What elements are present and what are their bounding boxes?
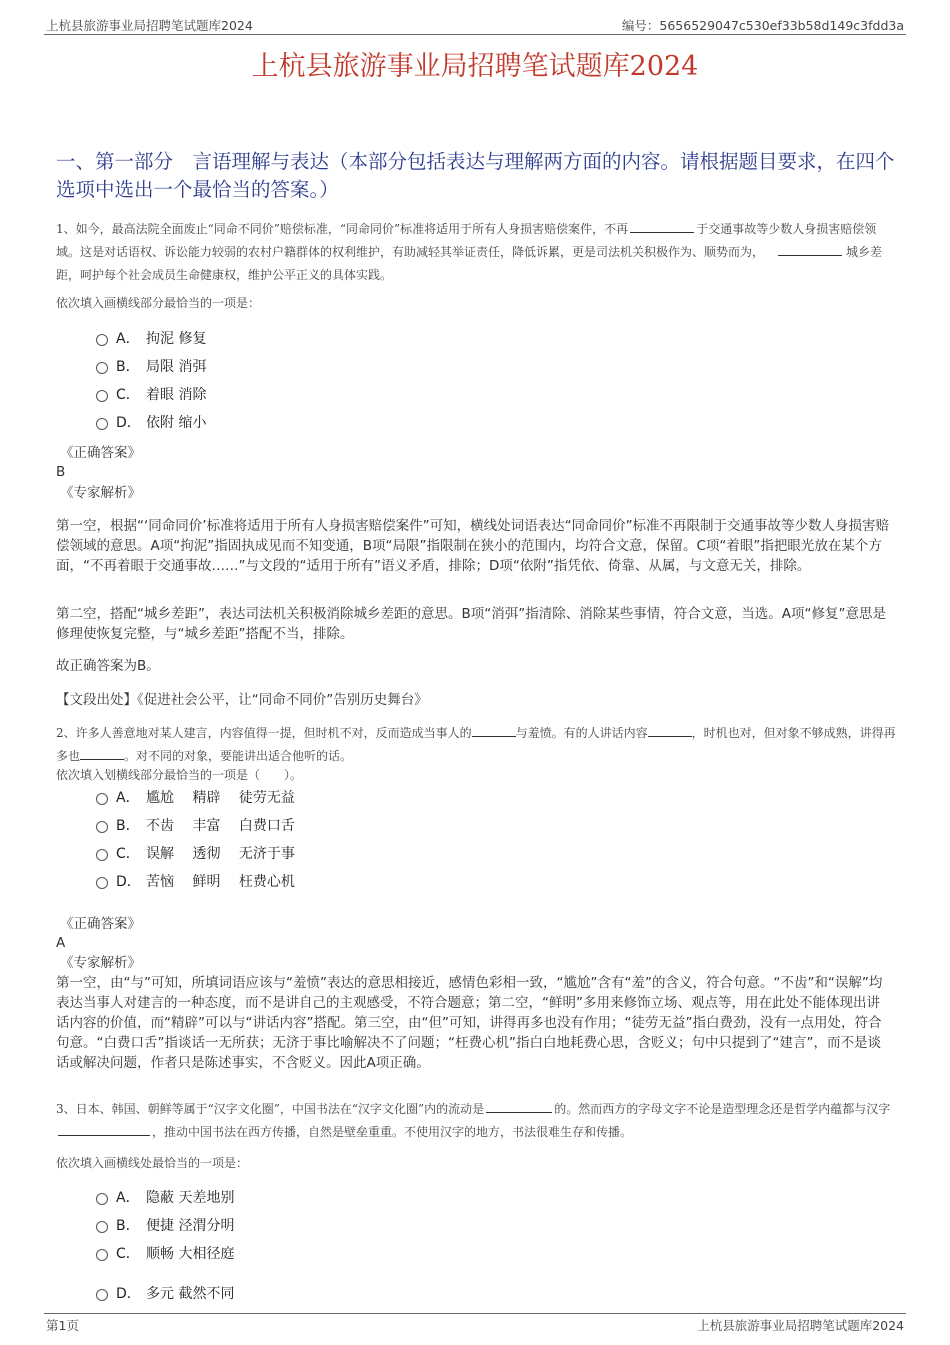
option-letter: C． xyxy=(116,387,140,403)
radio-button[interactable] xyxy=(96,849,108,861)
option-text: 便捷 泾渭分明 xyxy=(146,1218,235,1234)
q1-source: 【文段出处】《促进社会公平，让“同命不同价”告别历史舞台》 xyxy=(56,692,428,708)
option-letter: D． xyxy=(116,1286,141,1302)
q3-option-d[interactable] xyxy=(96,1284,234,1304)
blank xyxy=(58,1122,150,1136)
blank xyxy=(486,1099,552,1113)
option-letter: A． xyxy=(116,790,140,806)
q2-analysis: 第一空，由“与”可知，所填词语应该与“羞愤”表达的意思相接近，感情色彩相一致，“尴尬”含有“羞”的含义，符合句意。“不齿”和“误解”均表达当事人对建言的一种态度，而不是讲自己的主观感受，不符合题意；第二空，“鲜明”多用来修饰立场、观点等，用在此处不能体现出讲话内容的价值，而“精辟”可以与“讲话内容”搭配。第三空，由“但”可知，讲得再多也没有作用；“徒劳无益”指白费劲，没有一点用处，符合句意。“白费口舌”指谈话一无所获；无济于事比喻解决不了问题；“枉费心机”指白白地耗费心思，含贬义；句中只提到了“建言”，而不是谈话或解决问题，作者只是陈述事实，不含贬义。因此A项正确。 xyxy=(56,975,883,1071)
blank xyxy=(778,242,842,256)
q2-option-a[interactable] xyxy=(96,788,295,808)
q1-option-b[interactable] xyxy=(96,357,206,377)
radio-button[interactable] xyxy=(96,1249,108,1261)
radio-button[interactable] xyxy=(96,1221,108,1233)
page-number: 第1页 xyxy=(46,1318,79,1333)
q3-stem-part-a: 3、日本、韩国、朝鲜等属于“汉字文化圈”，中国书法在“汉字文化圈”内的流动是 xyxy=(56,1102,485,1116)
option-letter: D． xyxy=(116,415,141,431)
q1-analysis-paragraph-3: 故正确答案为B。 xyxy=(56,658,160,674)
radio-button[interactable] xyxy=(96,334,108,346)
page-title: 上杭县旅游事业局招聘笔试题库2024 xyxy=(251,51,699,82)
page-footer xyxy=(44,1313,906,1334)
q1-stem-part-a: 1、如今，最高法院全面废止“同命不同价”赔偿标准，“同命同价”标准将适用于所有人身损害赔偿案件，不再 xyxy=(56,222,629,236)
header-doc-id: 编号：5656529047c530ef33b58d149c3fdd3a xyxy=(621,18,904,33)
radio-button[interactable] xyxy=(96,418,108,430)
q2-stem-part-d: 。对不同的对象，要能讲出适合他听的话。 xyxy=(124,749,353,763)
q1-analysis-paragraph-1: 第一空，根据“‘同命同价’标准将适用于所有人身损害赔偿案件”可知，横线处词语表达“同命同价”标准不再限制于交通事故等少数人身损害赔偿领域的意思。A项“拘泥”指固执成见而不知变通，B项“局限”指限制在狭小的范围内，均符合文意，保留。C项“着眼”指把眼光放在某个方面，“不再着眼于交通事故……”与文段的“适用于所有”语义矛盾，排除；D项“依附”指凭依、倚靠、从属，与文意无关，排除。 xyxy=(56,518,890,574)
question-2-prompt: 依次填入划横线部分最恰当的一项是（ ）。 xyxy=(56,768,303,782)
q2-stem-part-a: 2、许多人善意地对某人建言，内容值得一提，但时机不对，反而造成当事人的 xyxy=(56,726,472,740)
q3-stem-part-b: 的。然而西方的字母文字不论是造型理念还是哲学内蕴都与汉字 xyxy=(554,1102,891,1116)
page-header xyxy=(44,14,906,35)
q2-stem-part-c: ，时机也对，但对象不够成熟，讲得再多也 xyxy=(56,726,896,763)
option-letter: C． xyxy=(116,1246,140,1262)
option-letter: C． xyxy=(116,846,140,862)
question-1-stem xyxy=(56,218,896,287)
q3-option-b[interactable] xyxy=(96,1216,234,1236)
option-letter: B． xyxy=(116,359,140,375)
option-text: 不齿 丰富 白费口舌 xyxy=(146,818,295,834)
q1-analysis-label: 《专家解析》 xyxy=(60,485,141,501)
q1-analysis-paragraph-2: 第二空，搭配“城乡差距”，表达司法机关积极消除城乡差距的意思。B项“消弭”指清除、消除某些事情，符合文意，当选。A项“修复”意思是修理使恢复完整，与“城乡差距”搭配不当，排除。 xyxy=(56,606,886,642)
footer-doc-title: 上杭县旅游事业局招聘笔试题库2024 xyxy=(697,1318,904,1333)
q2-answer: A xyxy=(56,935,66,951)
section-heading: 一、第一部分 言语理解与表达（本部分包括表达与理解两方面的内容。请根据题目要求，在四个选项中选出一个最恰当的答案。） xyxy=(56,150,895,201)
option-text: 局限 消弭 xyxy=(146,359,207,375)
radio-button[interactable] xyxy=(96,821,108,833)
option-text: 着眼 消除 xyxy=(146,387,207,403)
blank xyxy=(648,723,692,737)
option-letter: B． xyxy=(116,1218,140,1234)
q2-stem-part-b: 与羞愤。有的人讲话内容 xyxy=(515,726,648,740)
question-3-prompt: 依次填入画横线处最恰当的一项是： xyxy=(56,1156,249,1170)
blank xyxy=(630,219,694,233)
header-doc-title: 上杭县旅游事业局招聘笔试题库2024 xyxy=(46,18,253,33)
q1-option-a[interactable] xyxy=(96,329,206,349)
option-text: 拘泥 修复 xyxy=(146,331,207,347)
q1-stem-part-c: 城乡差距，呵护每个社会成员生命健康权，维护公平正义的具体实践。 xyxy=(56,245,883,282)
option-text: 依附 缩小 xyxy=(146,415,207,431)
radio-button[interactable] xyxy=(96,877,108,889)
option-letter: A． xyxy=(116,331,140,347)
option-text: 苦恼 鲜明 枉费心机 xyxy=(146,874,295,890)
question-1-prompt: 依次填入画横线部分最恰当的一项是： xyxy=(56,296,261,310)
question-3-stem xyxy=(56,1098,896,1144)
option-letter: A． xyxy=(116,1190,140,1206)
option-letter: D． xyxy=(116,874,141,890)
option-text: 顺畅 大相径庭 xyxy=(146,1246,235,1262)
q1-answer-label: 《正确答案》 xyxy=(60,445,141,461)
q1-stem-part-b: 于交通事故等少数人身损害赔偿领域。这是对话语权、诉讼能力较弱的农村户籍群体的权利维护，有助减轻其举证责任，降低诉累，更是司法机关积极作为、顺势而为， xyxy=(56,222,877,259)
radio-button[interactable] xyxy=(96,793,108,805)
option-letter: B． xyxy=(116,818,140,834)
blank xyxy=(472,723,516,737)
q3-option-a[interactable] xyxy=(96,1188,234,1208)
q3-option-c[interactable] xyxy=(96,1244,234,1264)
q2-option-b[interactable] xyxy=(96,816,295,836)
question-2-stem xyxy=(56,722,896,768)
q2-option-c[interactable] xyxy=(96,844,295,864)
option-text: 误解 透彻 无济于事 xyxy=(146,846,295,862)
radio-button[interactable] xyxy=(96,390,108,402)
option-text: 多元 截然不同 xyxy=(146,1286,235,1302)
radio-button[interactable] xyxy=(96,362,108,374)
q2-analysis-label: 《专家解析》 xyxy=(60,955,141,971)
blank xyxy=(80,746,124,760)
q2-answer-label: 《正确答案》 xyxy=(60,916,141,932)
option-text: 隐蔽 天差地别 xyxy=(146,1190,235,1206)
radio-button[interactable] xyxy=(96,1289,108,1301)
q1-answer: B xyxy=(56,464,66,480)
radio-button[interactable] xyxy=(96,1193,108,1205)
option-text: 尴尬 精辟 徒劳无益 xyxy=(146,790,295,806)
q1-option-d[interactable] xyxy=(96,413,206,433)
q2-option-d[interactable] xyxy=(96,872,295,892)
q1-option-c[interactable] xyxy=(96,385,206,405)
q3-stem-part-c: ，推动中国书法在西方传播，自然是壁垒重重。不使用汉字的地方，书法很难生存和传播。 xyxy=(152,1125,633,1139)
